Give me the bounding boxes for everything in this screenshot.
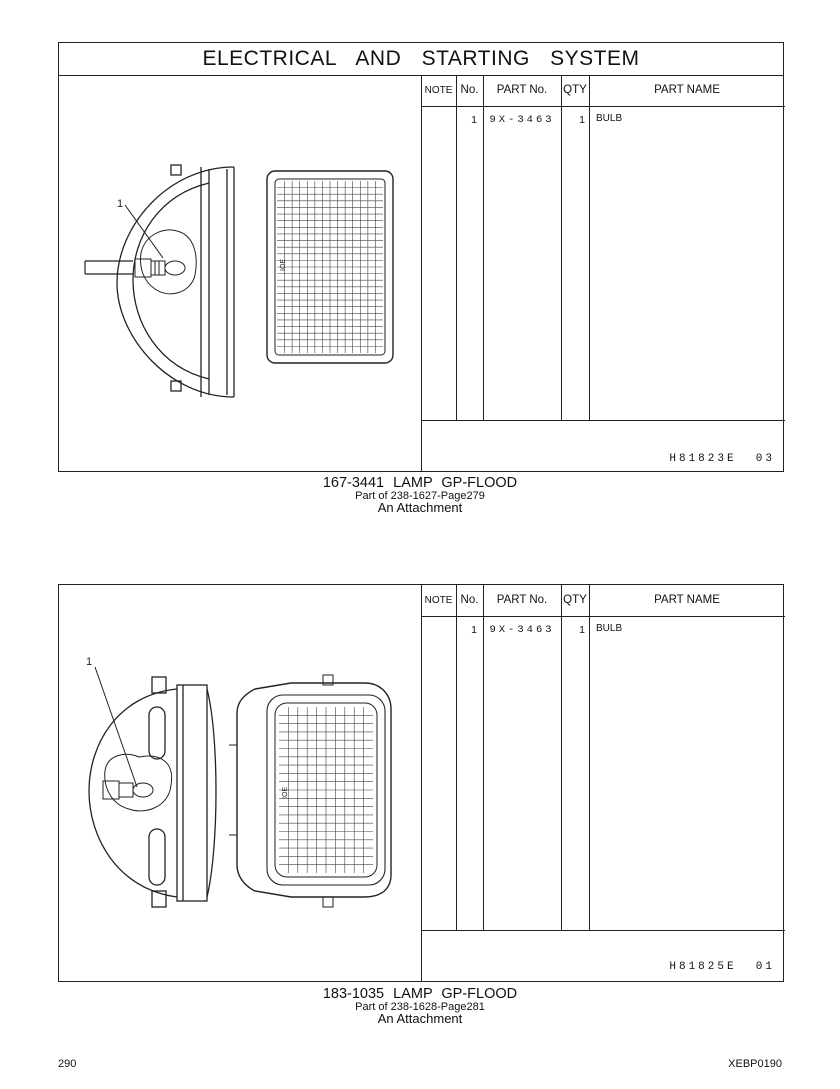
column-header-qty: QTY <box>563 594 587 606</box>
page-title: ELECTRICAL AND STARTING SYSTEM <box>59 43 783 76</box>
lamp-illustration-2 <box>59 585 421 981</box>
caption-part-title: 167-3441 LAMP GP-FLOOD <box>322 475 518 491</box>
lamp-illustration-1 <box>59 75 421 471</box>
caption-type: An Attachment <box>377 500 463 515</box>
lamp-housing-side-view <box>117 165 234 397</box>
column-header-part-name: PART NAME <box>654 84 720 96</box>
lens-grid <box>277 181 383 353</box>
parts-table-1 <box>421 75 785 471</box>
callout-number: 1 <box>117 198 124 210</box>
bulb-assembly <box>103 754 172 811</box>
column-header-part-no: PART No. <box>496 84 548 96</box>
caption-part-title: 183-1035 LAMP GP-FLOOD <box>322 986 518 1002</box>
document-code: XEBP0190 <box>728 1058 782 1070</box>
lamp-front-view <box>229 675 391 907</box>
parts-table-2 <box>421 585 785 981</box>
row-qty: 1 <box>579 114 585 126</box>
column-header-part-name: PART NAME <box>654 594 720 606</box>
column-header-no: No. <box>460 594 479 606</box>
illustration-code: H81823E 03 <box>669 453 775 465</box>
row-part-name: BULB <box>596 113 623 124</box>
lens-marking: IOE <box>282 786 289 799</box>
parts-section-1 <box>58 42 784 472</box>
row-part-no: 9X-3463 <box>489 114 555 126</box>
column-header-qty: QTY <box>563 84 587 96</box>
cable-shape <box>85 261 133 274</box>
page-number: 290 <box>58 1058 77 1070</box>
caption-type: An Attachment <box>377 1011 463 1026</box>
row-part-no: 9X-3463 <box>489 624 555 636</box>
lens-marking: IOE <box>280 258 287 271</box>
column-header-no: No. <box>460 84 479 96</box>
column-header-note: NOTE <box>424 85 453 96</box>
row-part-name: BULB <box>596 623 623 634</box>
parts-section-2 <box>58 584 784 982</box>
row-no: 1 <box>471 114 477 126</box>
column-header-note: NOTE <box>424 595 453 606</box>
column-header-part-no: PART No. <box>496 594 548 606</box>
caption-reference: Part of 238-1627-Page279 <box>355 490 485 502</box>
callout-leader <box>95 667 137 787</box>
caption-reference: Part of 238-1628-Page281 <box>355 1001 485 1013</box>
illustration-code: H81825E 01 <box>669 961 775 973</box>
row-no: 1 <box>471 624 477 636</box>
row-qty: 1 <box>579 624 585 636</box>
callout-number: 1 <box>86 656 93 668</box>
bulb-assembly <box>135 230 196 294</box>
lens-grid <box>279 707 373 873</box>
